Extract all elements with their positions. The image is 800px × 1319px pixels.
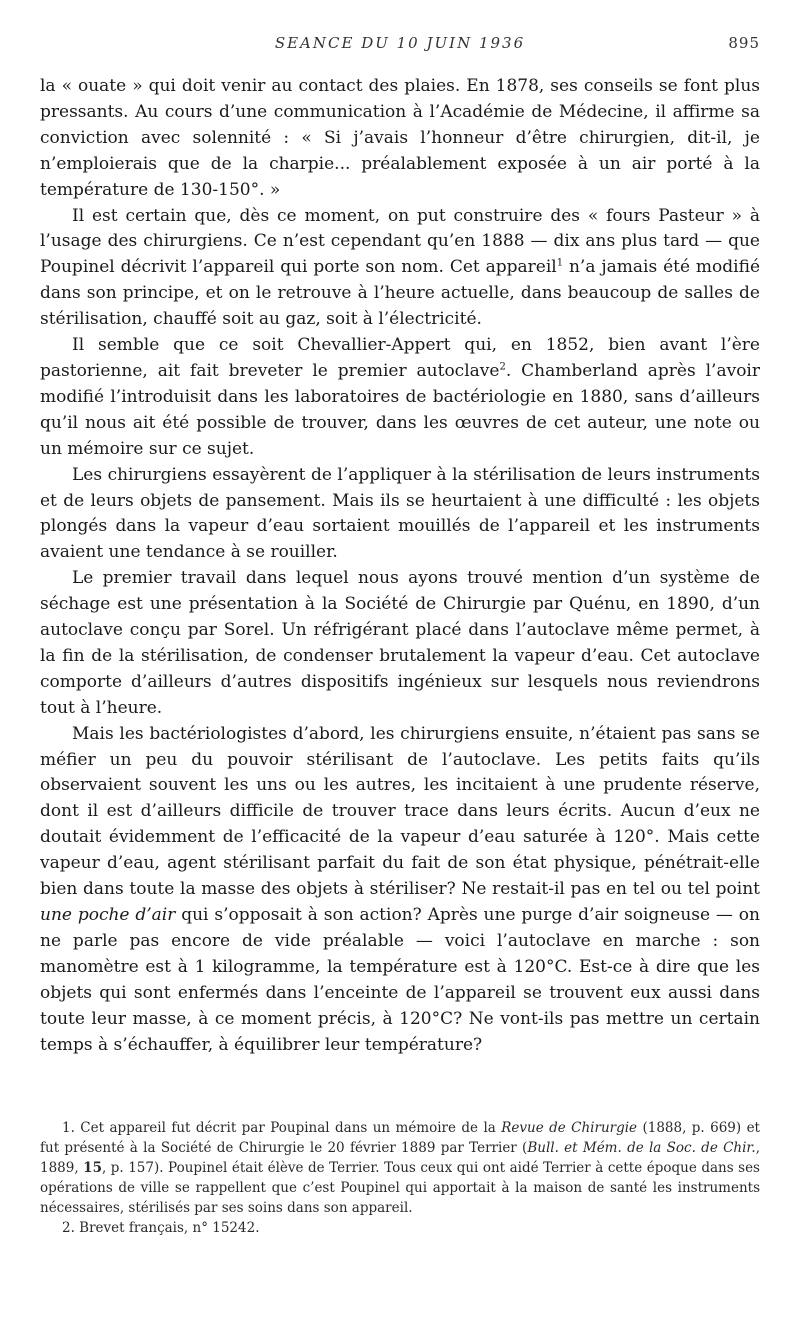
footnote-1-italic-b: Bull. et Mém. de la Soc. de Chir. [527, 1140, 756, 1156]
footnote-1-bold: 15 [83, 1160, 102, 1176]
paragraph-3 [40, 333, 760, 463]
footnote-2-text: Brevet français, n° 15242. [74, 1220, 260, 1236]
document-page [40, 0, 760, 1319]
paragraph-2 [40, 204, 760, 334]
footnote-1 [40, 1118, 760, 1218]
footnote-1-number: 1. [62, 1120, 75, 1136]
running-head [40, 34, 760, 58]
footnote-2-number: 2. [62, 1220, 75, 1236]
paragraph-6-text-b: qui s’opposait à son action? Après une purge d’air soigneuse — on ne parle pas encore de vide préalable — voici l’autoclave en marche : son manomètre est à 1 kilogramme, la température est à 120°C. Est-ce à dire que les objets qui sont enfermés dans l’enceinte de l’appareil se trouvent eux aussi dans toute leur masse, à ce moment précis, à 120°C? Ne vont-ils pas mettre un certain temps à s’échauffer, à équilibrer leur température? [40, 905, 760, 1055]
body-text [40, 74, 760, 1058]
footnote-1-text-c: , 1889, [40, 1140, 760, 1176]
paragraph-6-text-a: Mais les bactériologistes d’abord, les chirurgiens ensuite, n’étaient pas sans se méfier un peu du pouvoir stérilisant de l’autoclave. Les petits faits qu’ils observaient souvent les uns ou les autres, les incitaient à une prudente réserve, dont il est d’ailleurs difficile de trouver trace dans leurs écrits. Aucun d’eux ne doutait évidemment de l’efficacité de la vapeur d’eau saturée à 120°. Mais cette vapeur d’eau, agent stérilisant parfait du fait de son état physique, pénétrait-elle bien dans toute la masse des objets à stériliser? Ne restait-il pas en tel ou tel point [40, 723, 760, 900]
paragraph-3-text-a: Il semble que ce soit Chevallier-Appert qui, en 1852, bien avant l’ère pastorienne, ait fait breveter le premier autoclave [40, 335, 760, 381]
page-number: 895 [728, 34, 760, 52]
paragraph-5 [40, 566, 760, 721]
running-title: SEANCE DU 10 JUIN 1936 [274, 34, 526, 52]
paragraph-2-text-a: Il est certain que, dès ce moment, on put construire des « fours Pasteur » à l’usage des chirurgiens. Ce n’est cependant qu’en 1888 — dix ans plus tard — que Poupinel décrivit l’appareil qui porte son nom. Cet appareil [40, 205, 760, 278]
footnote-1-text-b: (1888, p. 669) et fut présenté à la Société de Chirurgie le 20 février 1889 par Terrier ( [40, 1120, 760, 1156]
footnotes [40, 1118, 760, 1238]
paragraph-6-italic: une poche d’air [40, 905, 176, 925]
footnote-2 [40, 1218, 760, 1238]
paragraph-4 [40, 463, 760, 567]
footnote-ref-2: 2 [499, 361, 506, 373]
footnote-ref-1: 1 [556, 257, 564, 269]
paragraph-3-text-b: . Chamberland après l’avoir modifié l’introduisit dans les laboratoires de bactériologie en 1880, sans d’ailleurs qu’il nous ait été possible de trouver, dans les œuvres de cet auteur, une note ou un mémoire sur ce sujet. [40, 360, 760, 459]
paragraph-2-text-b: n’a jamais été modifié dans son principe, et on le retrouve à l’heure actuelle, dans beaucoup de salles de stérilisation, chauffé soit au gaz, soit à l’électricité. [40, 257, 761, 330]
footnote-1-text-d: , p. 157). Poupinel était élève de Terrier. Tous ceux qui ont aidé Terrier à cette époque dans ses opérations de ville se rappellent que c’est Poupinel qui apportait à la maison de santé les instruments nécessaires, stérilisés par ses soins dans son appareil. [40, 1160, 760, 1216]
paragraph-1 [40, 74, 760, 204]
paragraph-4-text: Les chirurgiens essayèrent de l’appliquer à la stérilisation de leurs instruments et de leurs objets de pansement. Mais ils se heurtaient à une difficulté : les objets plongés dans la vapeur d’eau sortaient mouillés de l’appareil et les instruments avaient une tendance à se rouiller. [40, 464, 760, 563]
paragraph-1-text: la « ouate » qui doit venir au contact des plaies. En 1878, ses conseils se font plus pressants. Au cours d’une communication à l’Académie de Médecine, il affirme sa conviction avec solennité : « Si j’avais l’honneur d’être chirurgien, dit-il, je n’emploierais que de la charpie... préalablement exposée à un air porté à la température de 130-150°. » [40, 76, 760, 200]
paragraph-5-text: Le premier travail dans lequel nous ayons trouvé mention d’un système de séchage est une présentation à la Société de Chirurgie par Quénu, en 1890, d’un autoclave conçu par Sorel. Un réfrigérant placé dans l’autoclave même permet, à la fin de la stérilisation, de condenser brutalement la vapeur d’eau. Cet autoclave comporte d’ailleurs d’autres dispositifs ingénieux sur lesquels nous reviendrons tout à l’heure. [40, 568, 760, 718]
footnote-1-italic-a: Revue de Chirurgie [501, 1120, 638, 1136]
footnote-1-text-a: Cet appareil fut décrit par Poupinal dans un mémoire de la [74, 1120, 502, 1136]
paragraph-6 [40, 722, 760, 1059]
